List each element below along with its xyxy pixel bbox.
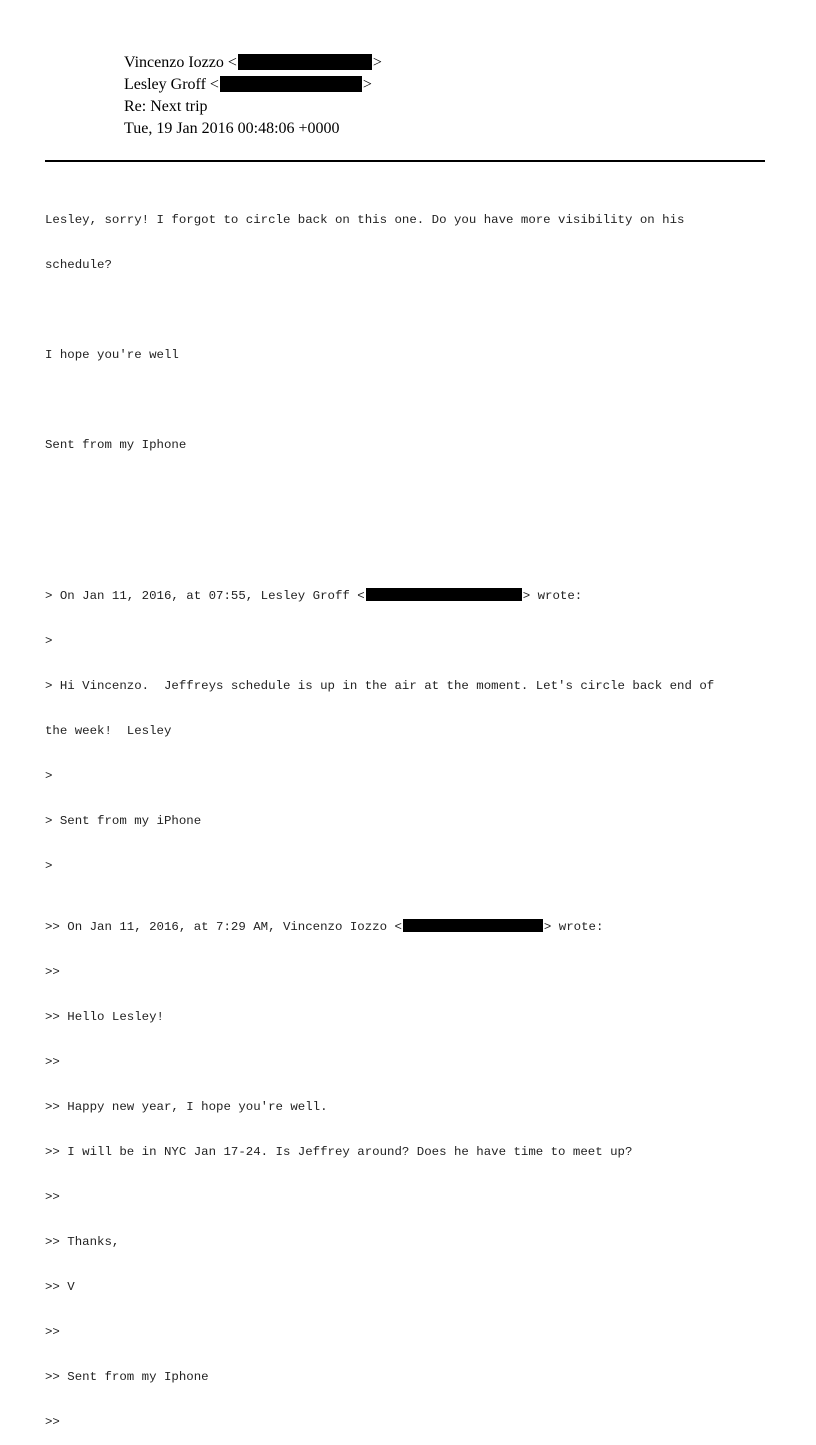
quote-line: >> I will be in NYC Jan 17-24. Is Jeffrey around? Does he have time to meet up? <box>45 1145 633 1159</box>
quote-line: >> Sent from my Iphone <box>45 1370 209 1384</box>
body-line <box>45 303 767 318</box>
quote-line: >> <box>45 1415 60 1429</box>
quote-line: >> Thanks, <box>45 1235 120 1249</box>
quote-line: >> <box>45 965 60 979</box>
quote-line: >> Hello Lesley! <box>45 1010 164 1024</box>
body-line <box>45 393 767 408</box>
quote-line: > <box>45 769 53 783</box>
quote-line: > Sent from my iPhone <box>45 814 202 828</box>
email-body <box>45 183 767 1445</box>
body-line <box>45 528 767 543</box>
quote2-post: > wrote: <box>543 920 604 934</box>
body-line: I hope you're well <box>45 348 179 362</box>
from-close: > <box>372 54 382 71</box>
header-divider <box>45 160 765 162</box>
quote-line: >> <box>45 1190 60 1204</box>
from-value <box>124 52 382 74</box>
quote1-pre: > On Jan 11, 2016, at 07:55, Lesley Groff < <box>45 589 365 603</box>
body-line <box>45 483 767 498</box>
quote2-pre: >> On Jan 11, 2016, at 7:29 AM, Vincenzo Iozzo < <box>45 920 402 934</box>
quote-line: > <box>45 634 53 648</box>
quote-line: >> <box>45 1055 60 1069</box>
redaction-bar <box>238 54 372 70</box>
subject-value: Re: Next trip <box>124 98 208 115</box>
quote1-post: > wrote: <box>522 589 583 603</box>
quote-line: > Hi Vincenzo. Jeffreys schedule is up in the air at the moment. Let's circle back end of <box>45 679 715 693</box>
from-name: Vincenzo Iozzo < <box>124 54 237 71</box>
redaction-bar <box>403 919 543 932</box>
body-line: schedule? <box>45 258 112 272</box>
date-value: Tue, 19 Jan 2016 00:48:06 +0000 <box>124 120 340 137</box>
redaction-bar <box>366 588 522 601</box>
to-value <box>124 74 372 96</box>
quote-line: >> V <box>45 1280 75 1294</box>
quote-line: >> <box>45 1325 60 1339</box>
to-close: > <box>362 76 372 93</box>
quote-line: the week! Lesley <box>45 724 172 738</box>
quote1-attribution <box>45 588 767 604</box>
redaction-bar <box>220 76 362 92</box>
quote-line: > <box>45 859 53 873</box>
quote-line: >> Happy new year, I hope you're well. <box>45 1100 328 1114</box>
body-line: Sent from my Iphone <box>45 438 187 452</box>
body-line: Lesley, sorry! I forgot to circle back on this one. Do you have more visibility on his <box>45 213 685 227</box>
to-name: Lesley Groff < <box>124 76 219 93</box>
quote2-attribution <box>45 919 767 935</box>
